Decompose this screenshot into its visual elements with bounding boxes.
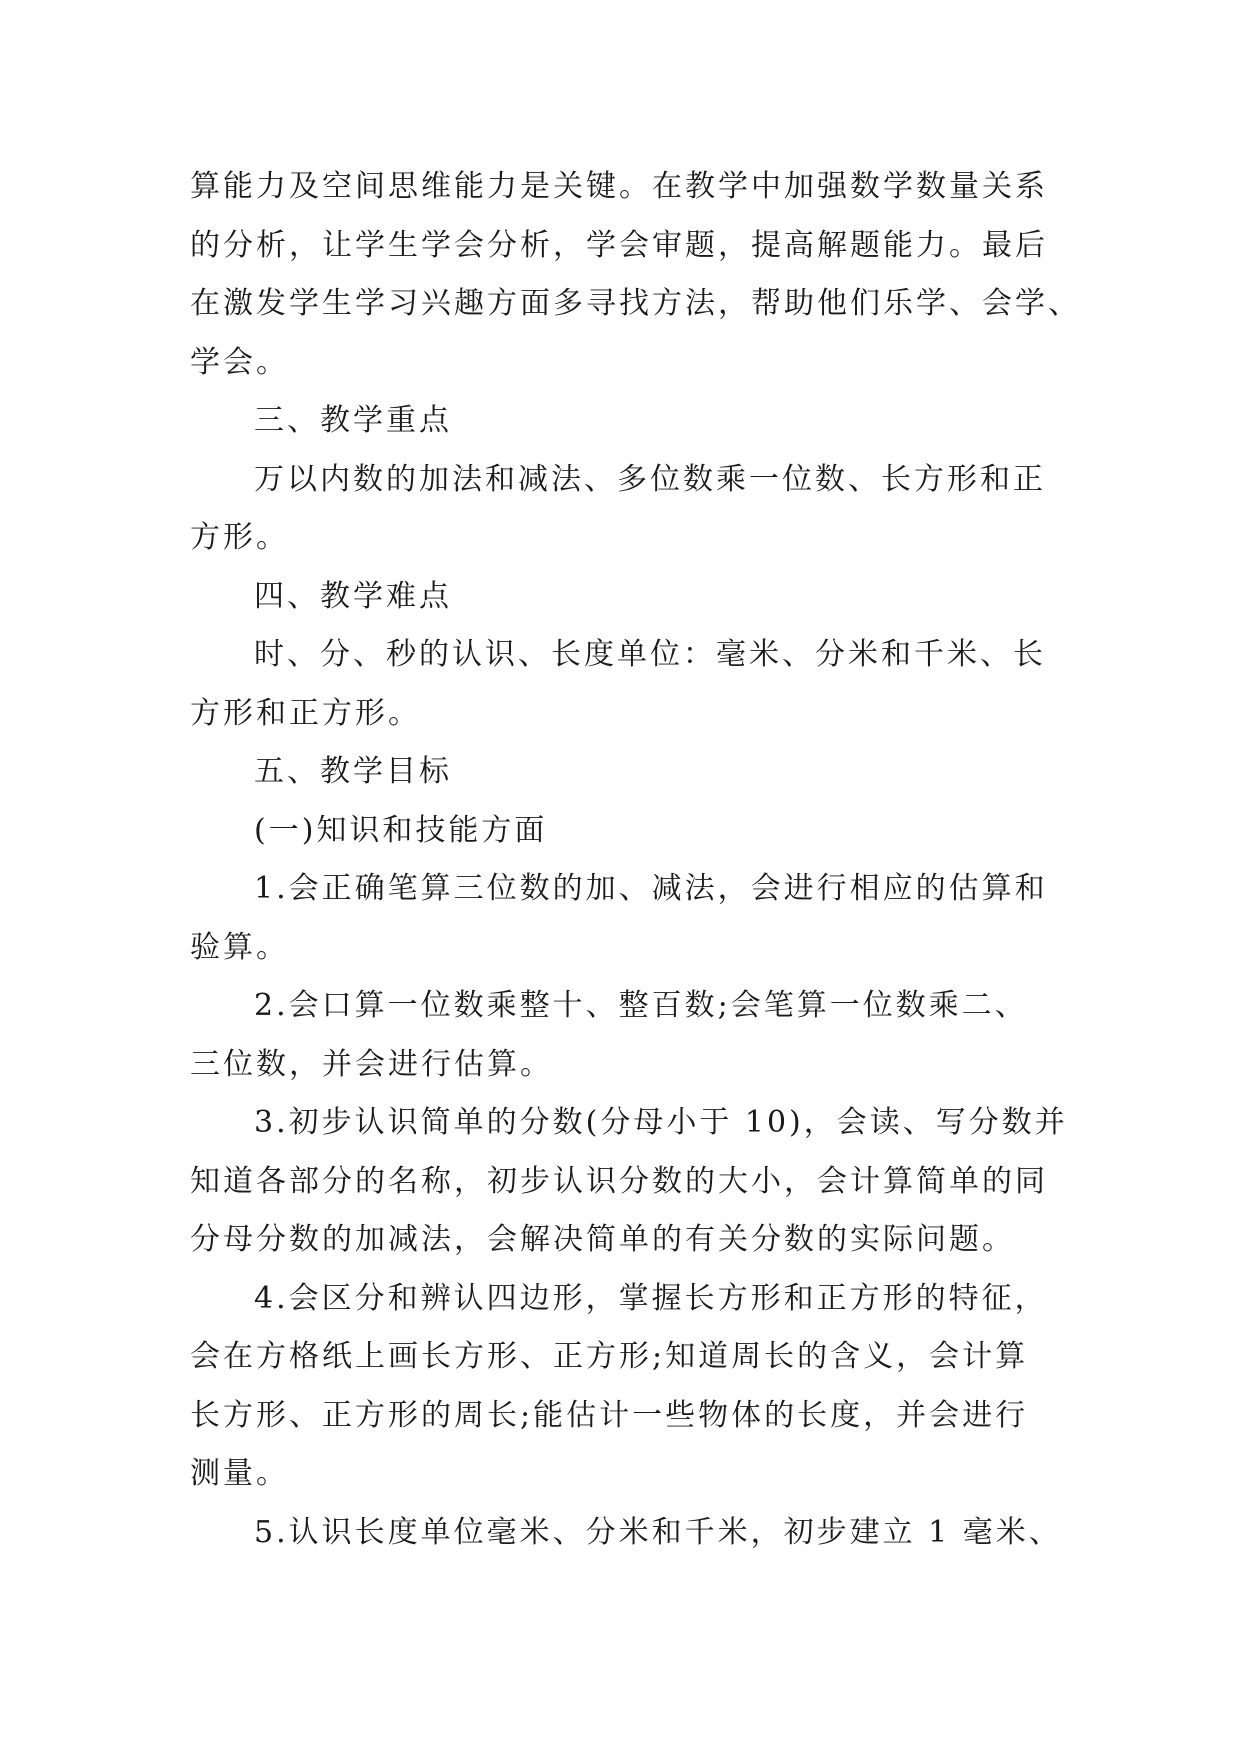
- text-line: 三位数，并会进行估算。: [190, 1046, 553, 1082]
- section-heading: 四、教学难点: [254, 578, 452, 614]
- text-line: 分母分数的加减法，会解决简单的有关分数的实际问题。: [190, 1222, 1015, 1257]
- text-line: 学会。: [190, 344, 289, 380]
- list-item-first-line: 5.认识长度单位毫米、分米和千米，初步建立 1 毫米、: [254, 1514, 1062, 1550]
- text-line: 方形。: [190, 520, 289, 555]
- list-item-first-line: 2.会口算一位数乘整十、整百数;会笔算一位数乘二、: [254, 988, 1028, 1023]
- subsection-heading: (一)知识和技能方面: [254, 812, 548, 848]
- list-item-first-line: 1.会正确笔算三位数的加、减法，会进行相应的估算和: [254, 871, 1048, 906]
- text-line: 测量。: [190, 1456, 289, 1491]
- section-heading: 三、教学重点: [254, 403, 452, 438]
- list-item-first-line: 4.会区分和辨认四边形，掌握长方形和正方形的特征，: [254, 1280, 1048, 1316]
- list-item-first-line: 3.初步认识简单的分数(分母小于 10)，会读、写分数并: [254, 1105, 1068, 1140]
- paragraph-first-line: 万以内数的加法和减法、多位数乘一位数、长方形和正: [254, 461, 1046, 497]
- document-body: [190, 158, 1090, 1562]
- text-line: 知道各部分的名称，初步认识分数的大小，会计算简单的同: [190, 1163, 1048, 1199]
- text-line: 验算。: [190, 929, 289, 965]
- text-line: 在激发学生学习兴趣方面多寻找方法，帮助他们乐学、会学、: [190, 286, 1081, 321]
- paragraph-first-line: 时、分、秒的认识、长度单位：毫米、分米和千米、长: [254, 637, 1046, 672]
- text-line: 长方形、正方形的周长;能估计一些物体的长度，并会进行: [190, 1397, 1029, 1433]
- text-line: 会在方格纸上画长方形、正方形;知道周长的含义，会计算: [190, 1339, 1029, 1374]
- text-line: 算能力及空间思维能力是关键。在教学中加强数学数量关系: [190, 169, 1048, 204]
- section-heading: 五、教学目标: [254, 754, 452, 789]
- text-line: 方形和正方形。: [190, 695, 421, 731]
- text-line: 的分析，让学生学会分析，学会审题，提高解题能力。最后: [190, 227, 1048, 263]
